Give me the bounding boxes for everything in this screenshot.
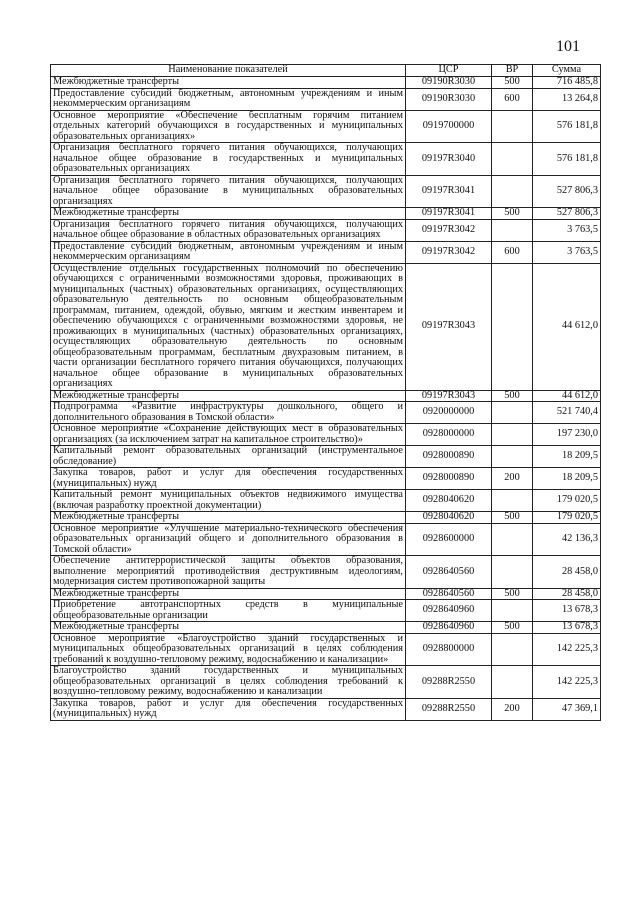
row-sum: 527 806,3 — [533, 208, 601, 220]
header-name: Наименование показателей — [51, 65, 406, 77]
row-sum: 28 458,0 — [533, 556, 601, 589]
row-name: Обеспечение антитеррористической защиты объектов образования, выполнение мероприятий противодействия деструктивным идеологиям, модернизация систем противопожарной защиты — [51, 556, 406, 589]
row-sum: 13 678,3 — [533, 622, 601, 634]
row-code: 0928800000 — [406, 633, 492, 666]
table-row — [51, 588, 601, 600]
row-sum: 28 458,0 — [533, 588, 601, 600]
table-row — [51, 77, 601, 89]
table-row — [51, 490, 601, 512]
table-row — [51, 556, 601, 589]
table-row — [51, 110, 601, 143]
table-row — [51, 523, 601, 556]
row-name: Организация бесплатного горячего питания обучающихся, получающих начальное общее образование в муниципальных образовательных организациях — [51, 175, 406, 208]
row-name: Межбюджетные трансферты — [51, 512, 406, 524]
row-code: 0920000000 — [406, 402, 492, 424]
row-sum: 527 806,3 — [533, 175, 601, 208]
row-vr: 200 — [492, 698, 533, 720]
row-vr: 500 — [492, 622, 533, 634]
row-code: 09197R3043 — [406, 390, 492, 402]
row-name: Предоставление субсидий бюджетным, автономным учреждениям и иным некоммерческим организациям — [51, 241, 406, 263]
row-code: 0928640960 — [406, 622, 492, 634]
row-vr — [492, 446, 533, 468]
row-sum: 179 020,5 — [533, 490, 601, 512]
table-row — [51, 600, 601, 622]
table-row — [51, 633, 601, 666]
table-row — [51, 175, 601, 208]
row-sum: 3 763,5 — [533, 219, 601, 241]
table-row — [51, 468, 601, 490]
row-name: Основное мероприятие «Улучшение материально-технического обеспечения образовательных организаций общего и дополнительного образования в Томской области» — [51, 523, 406, 556]
row-sum: 44 612,0 — [533, 390, 601, 402]
row-code: 0928000890 — [406, 446, 492, 468]
row-name: Основное мероприятие «Сохранение действующих мест в образовательных организациях (за исключением затрат на капитальное строительство)» — [51, 424, 406, 446]
row-code: 0928000890 — [406, 468, 492, 490]
row-sum: 47 369,1 — [533, 698, 601, 720]
row-vr — [492, 633, 533, 666]
row-sum: 716 485,8 — [533, 77, 601, 89]
row-name: Осуществление отдельных государственных полномочий по обеспечению обучающихся с ограниченными возможностями здоровья, проживающих в муниципальных (частных) образовательных организациях, осуществляющих образовательную деятельность по основным общеобразовательным программам, питанием, одеждой, обувью, мягким и жестким инвентарем и обеспечению обучающихся с ограниченными возможностями здоровья, не проживающих в муниципальных (частных) образовательных организациях, осуществляющих образовательную деятельность по основным общеобразовательным программам, бесплатным двухразовым питанием, в части организации бесплатного горячего питания обучающихся, получающих начальное общее образование в муниципальных образовательных организациях — [51, 263, 406, 390]
row-code: 0928040620 — [406, 512, 492, 524]
row-sum: 576 181,8 — [533, 110, 601, 143]
row-code: 0928640560 — [406, 556, 492, 589]
row-sum: 197 230,0 — [533, 424, 601, 446]
header-sum: Сумма — [533, 65, 601, 77]
table-row — [51, 424, 601, 446]
row-sum: 142 225,3 — [533, 666, 601, 699]
row-vr — [492, 110, 533, 143]
row-vr: 200 — [492, 468, 533, 490]
row-name: Основное мероприятие «Обеспечение бесплатным горячим питанием отдельных категорий обучающихся в государственных и муниципальных образовательных организациях» — [51, 110, 406, 143]
row-sum: 576 181,8 — [533, 143, 601, 176]
row-code: 09190R3030 — [406, 77, 492, 89]
table-header-row — [51, 65, 601, 77]
header-vr: ВР — [492, 65, 533, 77]
row-code: 09197R3041 — [406, 175, 492, 208]
table-row — [51, 219, 601, 241]
row-name: Закупка товаров, работ и услуг для обеспечения государственных (муниципальных) нужд — [51, 468, 406, 490]
table-row — [51, 446, 601, 468]
row-code: 09197R3042 — [406, 241, 492, 263]
row-sum: 521 740,4 — [533, 402, 601, 424]
row-name: Благоустройство зданий государственных и муниципальных общеобразовательных организаций в целях соблюдения требований к воздушно-тепловому режиму, водоснабжению и канализации — [51, 666, 406, 699]
table-row — [51, 263, 601, 390]
row-sum: 3 763,5 — [533, 241, 601, 263]
row-vr — [492, 490, 533, 512]
row-name: Организация бесплатного горячего питания обучающихся, получающих начальное общее образование в государственных и муниципальных образовательных организациях — [51, 143, 406, 176]
row-vr — [492, 143, 533, 176]
table-row — [51, 402, 601, 424]
row-vr — [492, 556, 533, 589]
budget-table — [50, 64, 601, 721]
header-code: ЦСР — [406, 65, 492, 77]
row-code: 0928040620 — [406, 490, 492, 512]
row-vr: 600 — [492, 241, 533, 263]
table-row — [51, 512, 601, 524]
table-row — [51, 622, 601, 634]
row-sum: 18 209,5 — [533, 446, 601, 468]
row-code: 09288R2550 — [406, 698, 492, 720]
row-code: 09197R3042 — [406, 219, 492, 241]
row-code: 09190R3030 — [406, 88, 492, 110]
row-name: Межбюджетные трансферты — [51, 588, 406, 600]
row-sum: 44 612,0 — [533, 263, 601, 390]
row-vr — [492, 666, 533, 699]
table-row — [51, 241, 601, 263]
row-sum: 13 264,8 — [533, 88, 601, 110]
row-code: 09197R3041 — [406, 208, 492, 220]
row-vr: 500 — [492, 208, 533, 220]
row-name: Основное мероприятие «Благоустройство зданий государственных и муниципальных общеобразовательных организаций в целях соблюдения требований к воздушно-тепловому режиму, водоснабжению и канализации» — [51, 633, 406, 666]
row-name: Приобретение автотранспортных средств в муниципальные общеобразовательные организации — [51, 600, 406, 622]
row-sum: 18 209,5 — [533, 468, 601, 490]
table-row — [51, 143, 601, 176]
row-vr — [492, 424, 533, 446]
row-code: 0928640560 — [406, 588, 492, 600]
row-name: Предоставление субсидий бюджетным, автономным учреждениям и иным некоммерческим организациям — [51, 88, 406, 110]
table-row — [51, 666, 601, 699]
row-sum: 42 136,3 — [533, 523, 601, 556]
row-sum: 13 678,3 — [533, 600, 601, 622]
row-code: 0919700000 — [406, 110, 492, 143]
row-vr: 600 — [492, 88, 533, 110]
row-vr: 500 — [492, 588, 533, 600]
row-vr — [492, 219, 533, 241]
row-name: Межбюджетные трансферты — [51, 208, 406, 220]
row-name: Подпрограмма «Развитие инфраструктуры дошкольного, общего и дополнительного образования в Томской области» — [51, 402, 406, 424]
table-row — [51, 208, 601, 220]
row-code: 09288R2550 — [406, 666, 492, 699]
row-code: 09197R3043 — [406, 263, 492, 390]
row-code: 0928640960 — [406, 600, 492, 622]
table-row — [51, 88, 601, 110]
row-name: Межбюджетные трансферты — [51, 622, 406, 634]
page-number: 101 — [556, 38, 580, 55]
row-vr — [492, 263, 533, 390]
row-vr — [492, 402, 533, 424]
row-vr: 500 — [492, 390, 533, 402]
row-name: Организация бесплатного горячего питания обучающихся, получающих начальное общее образование в областных образовательных организациях — [51, 219, 406, 241]
row-code: 0928600000 — [406, 523, 492, 556]
row-name: Капитальный ремонт муниципальных объектов недвижимого имущества (включая разработку проектной документации) — [51, 490, 406, 512]
row-vr — [492, 523, 533, 556]
row-name: Межбюджетные трансферты — [51, 390, 406, 402]
row-sum: 142 225,3 — [533, 633, 601, 666]
table-row — [51, 698, 601, 720]
row-sum: 179 020,5 — [533, 512, 601, 524]
row-vr: 500 — [492, 77, 533, 89]
row-name: Закупка товаров, работ и услуг для обеспечения государственных (муниципальных) нужд — [51, 698, 406, 720]
table-row — [51, 390, 601, 402]
row-code: 09197R3040 — [406, 143, 492, 176]
row-name: Капитальный ремонт образовательных организаций (инструментальное обследование) — [51, 446, 406, 468]
row-vr — [492, 175, 533, 208]
row-code: 0928000000 — [406, 424, 492, 446]
row-vr — [492, 600, 533, 622]
row-vr: 500 — [492, 512, 533, 524]
row-name: Межбюджетные трансферты — [51, 77, 406, 89]
